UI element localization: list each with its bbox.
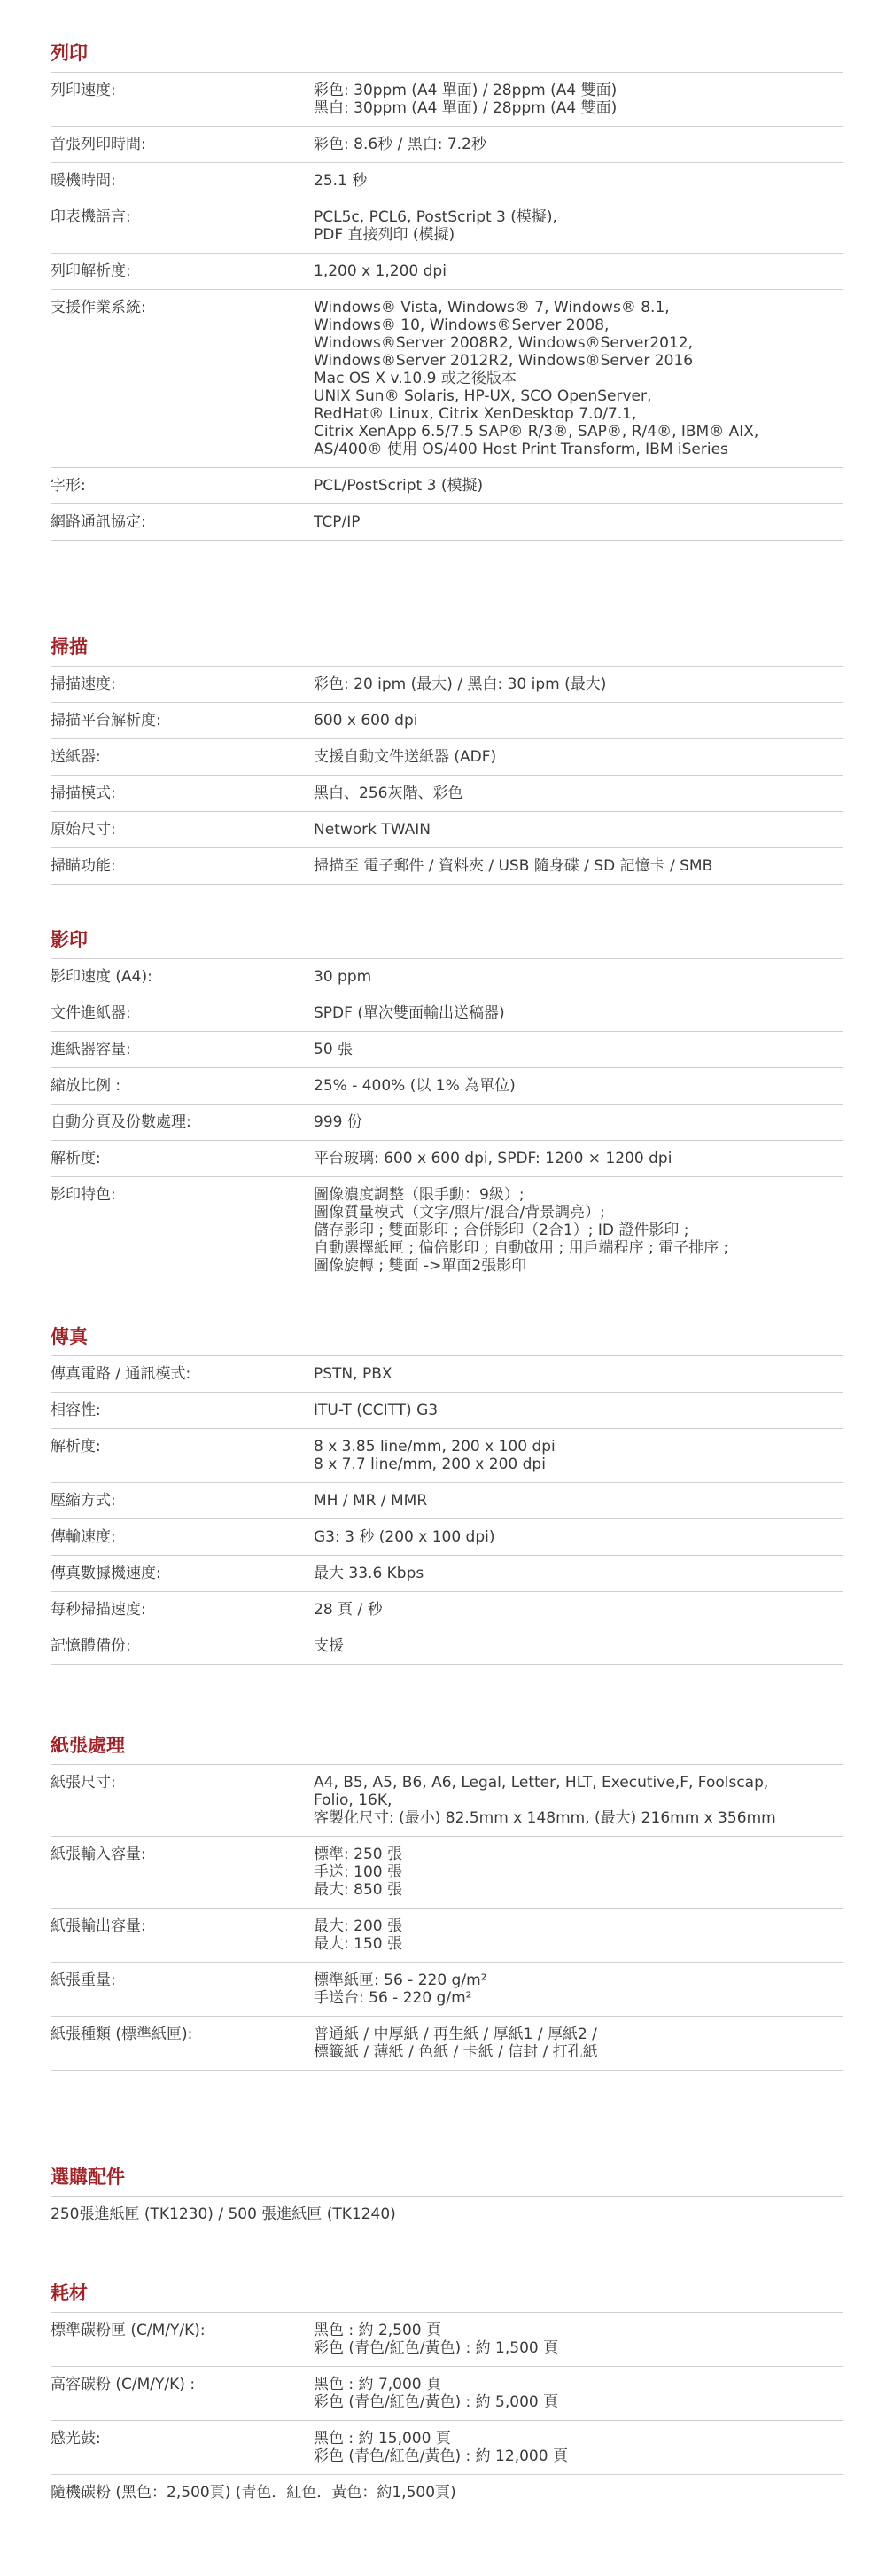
spec-value-line: Mac OS X v.10.9 或之後版本 — [314, 370, 517, 387]
spec-row — [51, 848, 843, 885]
spec-value-line: 999 份 — [314, 1113, 362, 1131]
spec-row — [51, 1393, 843, 1429]
spec-label: 紙張輸入容量: — [51, 1846, 146, 1863]
spec-row — [51, 127, 843, 163]
spec-label: 掃描平台解析度: — [51, 712, 161, 730]
spec-label: 列印速度: — [51, 82, 116, 99]
spec-value — [314, 136, 843, 153]
spec-row — [51, 2017, 843, 2071]
spec-value-line: 30 ppm — [314, 968, 372, 986]
print-spec-rows — [51, 73, 843, 541]
spec-value — [314, 785, 843, 802]
spec-value-line: 平台玻璃: 600 x 600 dpi, SPDF: 1200 × 1200 dpi — [314, 1150, 672, 1167]
spec-value — [314, 1077, 843, 1095]
spec-label: 感光鼓: — [51, 2430, 101, 2447]
spec-value — [314, 1917, 843, 1953]
scan-section — [51, 635, 843, 885]
spec-row — [51, 1963, 843, 2017]
spec-value-line: 彩色: 30ppm (A4 單面) / 28ppm (A4 雙面) — [314, 82, 618, 99]
spec-value-line: AS/400® 使用 OS/400 Host Print Transform, IBM iSeries — [314, 441, 728, 458]
spec-value — [314, 2376, 843, 2411]
spec-value — [314, 1186, 843, 1275]
spec-label: 每秒掃描速度: — [51, 1601, 146, 1619]
spec-label: 掃描模式: — [51, 785, 116, 802]
spec-row — [51, 1141, 843, 1177]
spec-label: 進紙器容量: — [51, 1041, 131, 1058]
spec-value-line: Windows®Server 2008R2, Windows®Server2012, — [314, 334, 694, 352]
spec-value-line: 8 x 7.7 line/mm, 200 x 200 dpi — [314, 1456, 546, 1473]
spec-label: 首張列印時間: — [51, 136, 146, 153]
spec-value-line: Citrix XenApp 6.5/7.5 SAP® R/3®, SAP®, R/4®, IBM® AIX, — [314, 423, 759, 441]
spec-value-line: Windows®Server 2012R2, Windows®Server 2016 — [314, 352, 694, 370]
spec-value — [314, 2322, 843, 2357]
spec-label: 高容碳粉 (C/M/Y/K) : — [51, 2376, 196, 2393]
spec-label: 自動分頁及份數處理: — [51, 1113, 191, 1131]
consumables-spec-rows — [51, 2313, 843, 2475]
spec-value — [314, 2430, 843, 2465]
spec-value-line: 最大: 150 張 — [314, 1935, 402, 1953]
spec-value-line: 黑色 : 約 15,000 頁 — [314, 2430, 451, 2447]
spec-value — [314, 1150, 843, 1167]
spec-row — [51, 776, 843, 812]
scan-spec-rows — [51, 667, 843, 885]
spec-row — [51, 1765, 843, 1837]
spec-value — [314, 712, 843, 730]
spec-value — [314, 513, 843, 531]
spec-label: 列印解析度: — [51, 262, 131, 280]
spec-row — [51, 290, 843, 468]
spec-value-line: 8 x 3.85 line/mm, 200 x 100 dpi — [314, 1438, 556, 1456]
spec-label: 縮放比例 : — [51, 1077, 121, 1095]
spec-value-line: 黑色 : 約 2,500 頁 — [314, 2322, 442, 2339]
spec-value — [314, 1637, 843, 1655]
spec-value-line: 彩色 (青色/紅色/黃色) : 約 5,000 頁 — [314, 2393, 559, 2411]
spec-value-line: 手送台: 56 - 220 g/m² — [314, 1989, 472, 2007]
spec-label: 壓縮方式: — [51, 1492, 116, 1510]
spec-row — [51, 1068, 843, 1105]
spec-value-line: MH / MR / MMR — [314, 1492, 428, 1510]
spec-row — [51, 1356, 843, 1393]
copy-spec-rows — [51, 959, 843, 1284]
spec-value — [314, 968, 843, 986]
spec-value-line: 25.1 秒 — [314, 172, 368, 190]
spec-value — [314, 675, 843, 693]
spec-label: 原始尺寸: — [51, 821, 116, 839]
spec-label: 紙張輸出容量: — [51, 1917, 146, 1935]
spec-value-line: 圖像旋轉 ; 雙面 ->單面2張影印 — [314, 1257, 527, 1275]
spec-value-line: 支援自動文件送紙器 (ADF) — [314, 748, 497, 766]
spec-value-line: TCP/IP — [314, 513, 361, 531]
spec-row — [51, 812, 843, 848]
fax-spec-rows — [51, 1356, 843, 1665]
spec-label: 標準碳粉匣 (C/M/Y/K): — [51, 2322, 206, 2339]
spec-value-line: A4, B5, A5, B6, A6, Legal, Letter, HLT, Executive,F, Foolscap, — [314, 1774, 769, 1791]
spec-row — [51, 1592, 843, 1628]
spec-label: 掃描速度: — [51, 675, 116, 693]
spec-value — [314, 82, 843, 117]
spec-row — [51, 163, 843, 199]
spec-value — [314, 1438, 843, 1473]
spec-row — [51, 1628, 843, 1665]
spec-row — [51, 504, 843, 541]
spec-value — [314, 262, 843, 280]
spec-value — [314, 1401, 843, 1419]
consumables-footer: 隨機碳粉 (黑色：2,500頁) (青色．紅色．黃色：約1,500頁) — [51, 2484, 456, 2502]
spec-label: 支援作業系統: — [51, 299, 146, 316]
spec-value — [314, 1971, 843, 2007]
spec-label: 記憶體備份: — [51, 1637, 131, 1655]
spec-value-line: PDF 直接列印 (模擬) — [314, 226, 455, 244]
spec-value-line: UNIX Sun® Solaris, HP-UX, SCO OpenServer, — [314, 387, 652, 405]
spec-row — [51, 199, 843, 254]
spec-row — [51, 468, 843, 504]
spec-label: 傳真電路 / 通訊模式: — [51, 1365, 191, 1383]
spec-label: 網路通訊協定: — [51, 513, 146, 531]
spec-value-line: 黑白: 30ppm (A4 單面) / 28ppm (A4 雙面) — [314, 99, 618, 117]
spec-row — [51, 1556, 843, 1592]
spec-row — [51, 2367, 843, 2421]
spec-value — [314, 1041, 843, 1058]
spec-value — [314, 299, 843, 458]
spec-label: 文件進紙器: — [51, 1004, 131, 1022]
spec-value-line: RedHat® Linux, Citrix XenDesktop 7.0/7.1, — [314, 405, 637, 423]
spec-value-line: 600 x 600 dpi — [314, 712, 418, 730]
section-title-scan: 掃描 — [51, 635, 843, 667]
spec-label: 印表機語言: — [51, 208, 131, 226]
spec-value-line: 25% - 400% (以 1% 為單位) — [314, 1077, 516, 1095]
spec-label: 紙張尺寸: — [51, 1774, 116, 1791]
spec-label: 暖機時間: — [51, 172, 116, 190]
spec-value-line: 黑色 : 約 7,000 頁 — [314, 2376, 442, 2393]
spec-row — [51, 73, 843, 127]
spec-value — [314, 857, 843, 875]
spec-value-line: 最大: 200 張 — [314, 1917, 402, 1935]
spec-value-line: 彩色 (青色/紅色/黃色) : 約 12,000 頁 — [314, 2447, 568, 2465]
spec-value-line: 1,200 x 1,200 dpi — [314, 262, 447, 280]
spec-row — [51, 703, 843, 739]
spec-label: 傳真數據機速度: — [51, 1565, 161, 1582]
spec-row — [51, 1837, 843, 1909]
spec-value-line: PCL/PostScript 3 (模擬) — [314, 477, 484, 495]
spec-label: 影印特色: — [51, 1186, 116, 1204]
spec-value-line: 最大 33.6 Kbps — [314, 1565, 424, 1582]
consumables-section — [51, 2281, 843, 2510]
spec-value — [314, 1528, 843, 1546]
spec-value-line: 最大: 850 張 — [314, 1881, 402, 1899]
spec-row — [51, 995, 843, 1032]
spec-value — [314, 821, 843, 839]
options-text: 250張進紙匣 (TK1230) / 500 張進紙匣 (TK1240) — [51, 2205, 396, 2223]
spec-value-line: 客製化尺寸: (最小) 82.5mm x 148mm, (最大) 216mm x 356mm — [314, 1809, 776, 1827]
spec-label: 解析度: — [51, 1150, 101, 1167]
spec-label: 相容性: — [51, 1401, 101, 1419]
spec-value — [314, 1113, 843, 1131]
spec-value — [314, 208, 843, 244]
spec-row — [51, 1483, 843, 1519]
spec-value-line: ITU-T (CCITT) G3 — [314, 1401, 439, 1419]
section-title-print: 列印 — [51, 41, 843, 73]
spec-value-line: 手送: 100 張 — [314, 1863, 402, 1881]
paper-spec-rows — [51, 1765, 843, 2071]
options-section — [51, 2165, 843, 2232]
paper-section — [51, 1733, 843, 2071]
spec-row — [51, 739, 843, 776]
spec-label: 紙張重量: — [51, 1971, 116, 1989]
spec-row — [51, 2421, 843, 2475]
spec-value-line: 彩色: 20 ipm (最大) / 黑白: 30 ipm (最大) — [314, 675, 607, 693]
spec-value-line: 50 張 — [314, 1041, 354, 1058]
spec-value-line: 圖像濃度調整（限手動：9級）; — [314, 1186, 525, 1204]
spec-row — [51, 1909, 843, 1963]
copy-section — [51, 927, 843, 1284]
spec-value — [314, 1365, 843, 1383]
spec-value-line: 彩色 (青色/紅色/黃色) : 約 1,500 頁 — [314, 2339, 559, 2357]
spec-value-line: Folio, 16K, — [314, 1791, 392, 1809]
spec-value — [314, 1601, 843, 1619]
spec-value-line: 儲存影印 ; 雙面影印 ; 合併影印（2合1）; ID 證件影印 ; — [314, 1222, 689, 1239]
section-title-fax: 傳真 — [51, 1324, 843, 1356]
spec-value-line: SPDF (單次雙面輸出送稿器) — [314, 1004, 505, 1022]
section-title-copy: 影印 — [51, 927, 843, 959]
spec-label: 影印速度 (A4): — [51, 968, 152, 986]
spec-value-line: Network TWAIN — [314, 821, 431, 839]
spec-row — [51, 1519, 843, 1556]
spec-value — [314, 748, 843, 766]
spec-value-line: 掃描至 電子郵件 / 資料夾 / USB 隨身碟 / SD 記憶卡 / SMB — [314, 857, 713, 875]
spec-value-line: 28 頁 / 秒 — [314, 1601, 383, 1619]
spec-value — [314, 1492, 843, 1510]
section-title-paper: 紙張處理 — [51, 1733, 843, 1765]
spec-row — [51, 667, 843, 703]
spec-value-line: Windows® 10, Windows®Server 2008, — [314, 316, 610, 334]
spec-row — [51, 1032, 843, 1068]
spec-value-line: 標準: 250 張 — [314, 1846, 402, 1863]
print-section — [51, 41, 843, 541]
spec-value-line: 支援 — [314, 1637, 344, 1655]
spec-value-line: G3: 3 秒 (200 x 100 dpi) — [314, 1528, 495, 1546]
spec-value — [314, 172, 843, 190]
section-title-options: 選購配件 — [51, 2165, 843, 2197]
spec-row — [51, 2313, 843, 2367]
spec-value-line: PSTN, PBX — [314, 1365, 392, 1383]
section-title-consumables: 耗材 — [51, 2281, 843, 2313]
spec-value — [314, 1774, 843, 1827]
spec-label: 紙張種類 (標準紙匣): — [51, 2026, 193, 2043]
spec-value-line: 標籤紙 / 薄紙 / 色紙 / 卡紙 / 信封 / 打孔紙 — [314, 2043, 598, 2061]
spec-value — [314, 1565, 843, 1582]
spec-value — [314, 1004, 843, 1022]
spec-value-line: 彩色: 8.6秒 / 黑白: 7.2秒 — [314, 136, 486, 153]
spec-row — [51, 254, 843, 290]
spec-label: 送紙器: — [51, 748, 101, 766]
spec-value-line: 普通紙 / 中厚紙 / 再生紙 / 厚紙1 / 厚紙2 / — [314, 2026, 597, 2043]
spec-label: 解析度: — [51, 1438, 101, 1456]
spec-value-line: 圖像質量模式（文字/照片/混合/背景調亮）; — [314, 1204, 605, 1222]
spec-label: 傳輸速度: — [51, 1528, 116, 1546]
spec-row — [51, 1105, 843, 1141]
spec-value-line: Windows® Vista, Windows® 7, Windows® 8.1, — [314, 299, 670, 316]
fax-section — [51, 1324, 843, 1665]
spec-value-line: 自動選擇紙匣 ; 偏倍影印 ; 自動啟用 ; 用戶端程序 ; 電子排序 ; — [314, 1239, 729, 1257]
spec-value-line: 標準紙匣: 56 - 220 g/m² — [314, 1971, 487, 1989]
spec-value — [314, 2026, 843, 2061]
spec-value — [314, 1846, 843, 1899]
spec-value-line: 黑白、256灰階、彩色 — [314, 785, 463, 802]
spec-row — [51, 1429, 843, 1483]
spec-value — [314, 477, 843, 495]
spec-row — [51, 959, 843, 995]
spec-label: 掃瞄功能: — [51, 857, 116, 875]
spec-row — [51, 1177, 843, 1284]
spec-label: 字形: — [51, 477, 86, 495]
spec-value-line: PCL5c, PCL6, PostScript 3 (模擬), — [314, 208, 557, 226]
